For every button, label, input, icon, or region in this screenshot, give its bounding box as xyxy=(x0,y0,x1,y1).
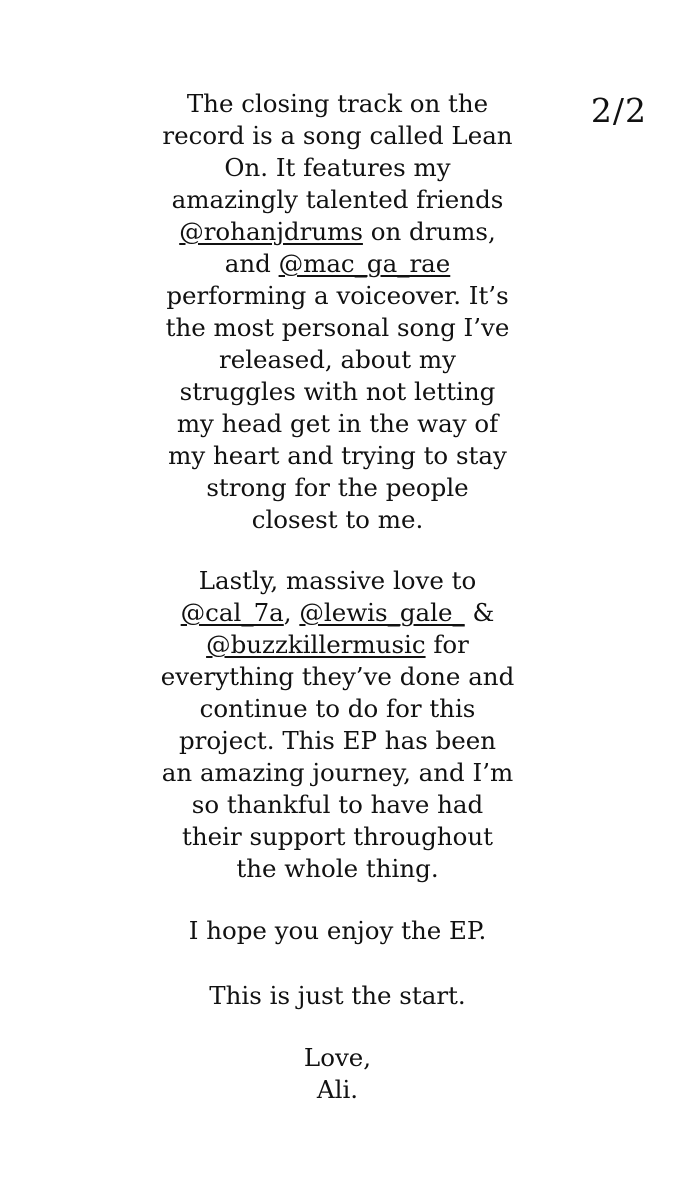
mention-rohanjdrums[interactable]: @rohanjdrums xyxy=(179,217,363,246)
text-fragment: and xyxy=(224,249,279,278)
text-line: struggles with not letting xyxy=(179,377,496,406)
text-line: an amazing journey, and I’m xyxy=(161,758,514,787)
text-line: so thankful to have had xyxy=(191,790,484,819)
text-line xyxy=(150,597,525,629)
text-line xyxy=(150,216,525,248)
paragraph-start xyxy=(150,980,525,1012)
text-line: their support throughout xyxy=(182,822,493,851)
text-line: the whole thing. xyxy=(236,854,439,883)
text-fragment: on drums, xyxy=(362,217,496,246)
text-fragment: , xyxy=(283,598,300,627)
text-line: Lastly, massive love to xyxy=(198,566,477,595)
paragraph-thanks xyxy=(150,565,525,885)
mention-cal-7a[interactable]: @cal_7a xyxy=(180,598,284,627)
signoff-name: Ali. xyxy=(316,1075,359,1104)
text-line: This is just the start. xyxy=(209,981,466,1010)
text-line: my head get in the way of xyxy=(176,409,499,438)
signoff-greeting: Love, xyxy=(303,1043,372,1072)
mention-buzzkillermusic[interactable]: @buzzkillermusic xyxy=(206,630,426,659)
text-line: closest to me. xyxy=(251,505,424,534)
text-line: everything they’ve done and xyxy=(160,662,515,691)
text-fragment: for xyxy=(425,630,469,659)
text-line: I hope you enjoy the EP. xyxy=(188,916,487,945)
signoff xyxy=(150,1042,525,1106)
text-line: project. This EP has been xyxy=(178,726,497,755)
text-fragment: & xyxy=(464,598,495,627)
text-line xyxy=(150,248,525,280)
text-line: the most personal song I’ve xyxy=(165,313,510,342)
text-line xyxy=(150,629,525,661)
paragraph-enjoy xyxy=(150,915,525,947)
text-line: amazingly talented friends xyxy=(171,185,504,214)
page-indicator: 2/2 xyxy=(590,91,647,130)
text-line: performing a voiceover. It’s xyxy=(166,281,509,310)
text-line: continue to do for this xyxy=(199,694,476,723)
text-line: On. It features my xyxy=(224,153,451,182)
text-line: The closing track on the xyxy=(186,89,489,118)
text-line: my heart and trying to stay xyxy=(168,441,507,470)
text-line: strong for the people xyxy=(206,473,469,502)
mention-mac-ga-rae[interactable]: @mac_ga_rae xyxy=(278,249,451,278)
mention-lewis-gale[interactable]: @lewis_gale_ xyxy=(299,598,465,627)
text-line: released, about my xyxy=(218,345,456,374)
paragraph-lean-on xyxy=(150,88,525,536)
text-line: record is a song called Lean xyxy=(162,121,513,150)
